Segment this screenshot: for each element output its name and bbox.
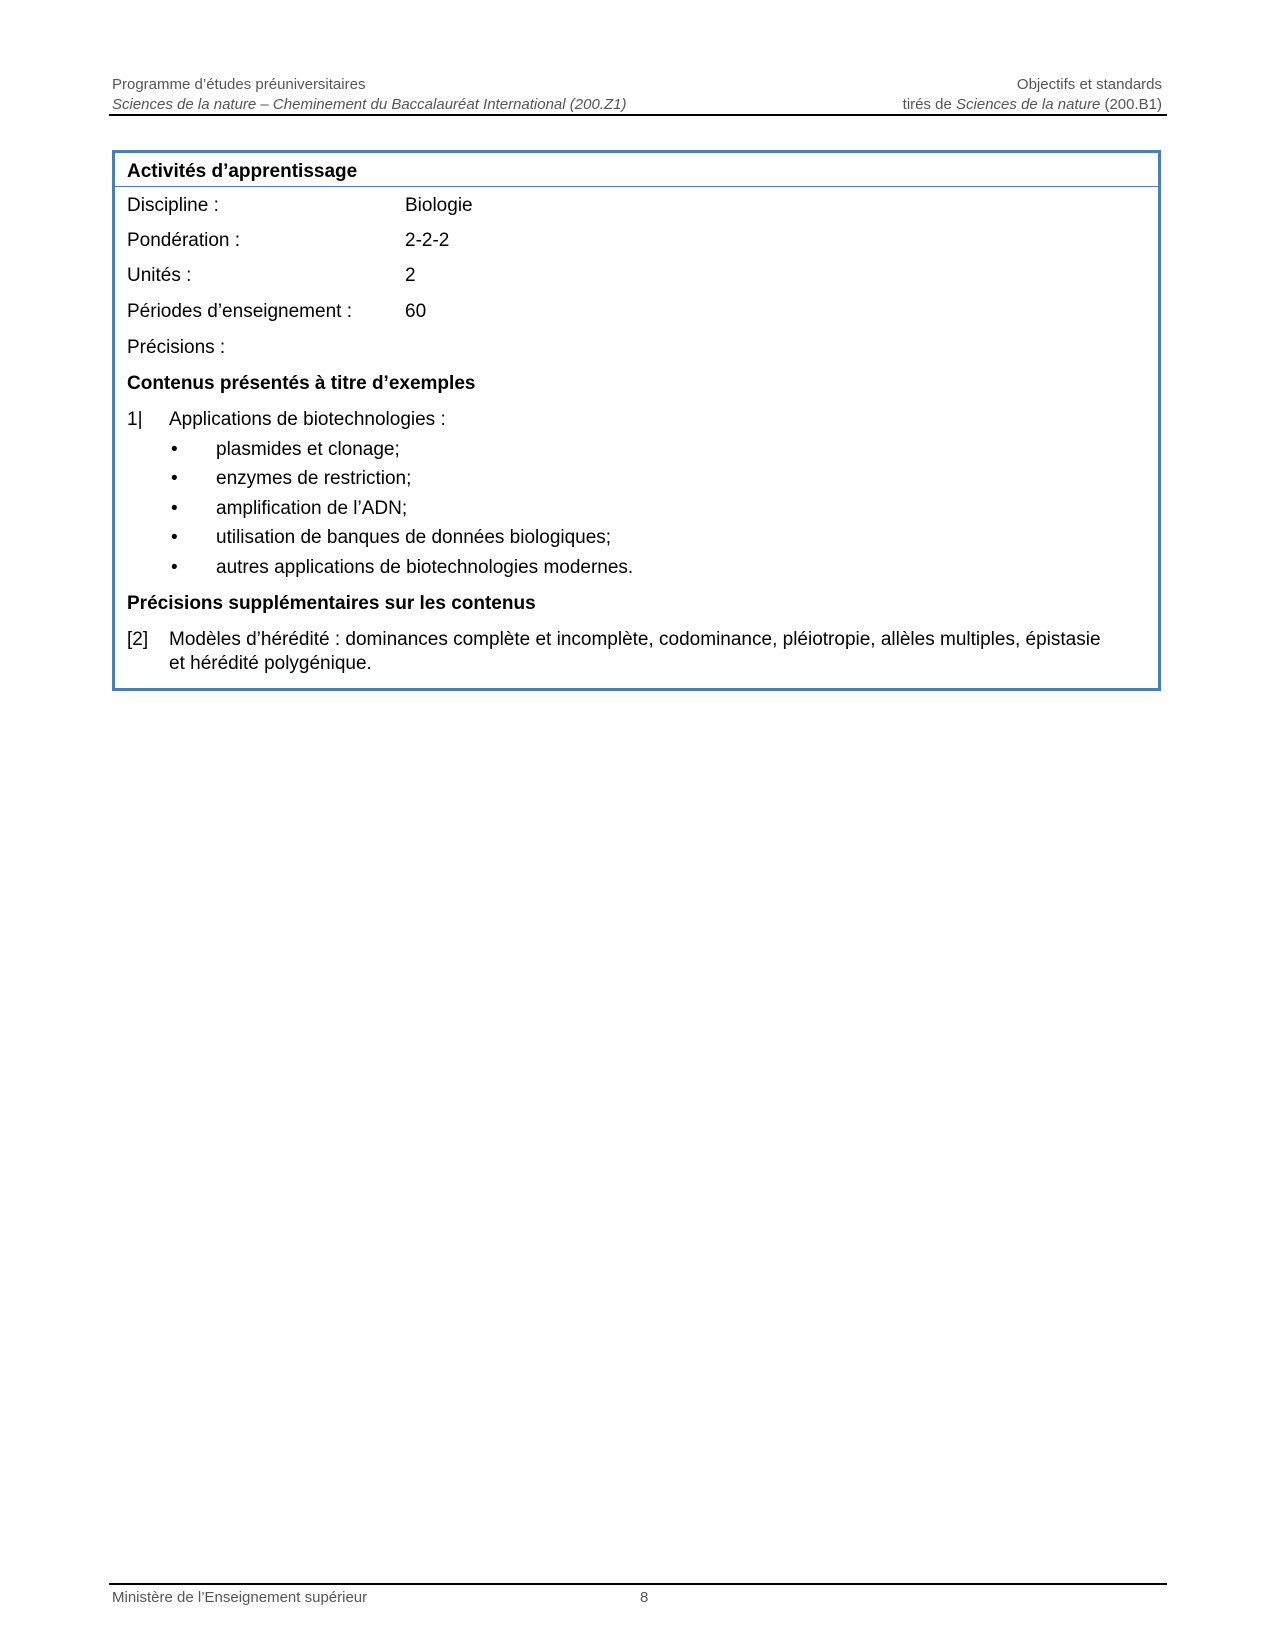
item-number: 1| [127,409,143,430]
source-reference [903,96,1162,113]
bullet-icon: • [171,557,178,578]
header-rule [109,114,1167,116]
running-header-line-2 [112,96,1162,116]
list-item-text: plasmides et clonage; [216,439,400,460]
list-item-text: amplification de l’ADN; [216,498,408,519]
item-text: Applications de biotechnologies : [169,409,446,430]
running-header-line-1 [112,76,1162,96]
field-ponderation [127,230,450,252]
box-title: Activités d’apprentissage [127,161,358,182]
supplementary-heading: Précisions supplémentaires sur les contenus [127,593,536,614]
field-units [127,265,416,287]
list-item-text: enzymes de restriction; [216,468,412,489]
contents-heading: Contenus présentés à titre d’exemples [127,373,476,394]
field-value: Biologie [405,195,473,216]
bullet-icon: • [171,498,178,519]
field-value: 2 [405,265,416,286]
field-value: 60 [405,301,427,322]
field-label: Périodes d’enseignement : [127,301,352,322]
field-precisions [127,337,225,359]
note-text: Modèles d’hérédité : dominances complète et incomplète, codominance, pléiotropie, allèles multiples, épistasie et hérédité polygénique. [169,629,1101,674]
source-code: (200.B1) [1100,96,1162,113]
source-program-name: Sciences de la nature [956,96,1101,113]
field-teaching-periods [127,301,427,323]
bullet-icon: • [171,439,178,460]
box-divider [115,186,1158,187]
program-title: Programme d’études préuniversitaires [112,76,366,93]
page-footer [112,1589,1162,1606]
footer-rule [109,1583,1167,1585]
source-prefix: tirés de [902,96,957,113]
section-title: Objectifs et standards [1016,76,1162,93]
field-discipline [127,195,473,217]
page-number: 8 [640,1589,649,1606]
program-subtitle: Sciences de la nature – Cheminement du Baccalauréat International (200.Z1) [112,96,627,113]
field-label: Discipline : [127,195,219,216]
learning-activities-box [112,150,1161,691]
note-number: [2] [127,629,149,650]
list-item-text: utilisation de banques de données biologiques; [216,527,612,548]
field-value: 2-2-2 [405,230,450,251]
ministry-name: Ministère de l’Enseignement supérieur [112,1589,368,1606]
field-label: Précisions : [127,337,226,358]
field-label: Pondération : [127,230,241,251]
field-label: Unités : [127,265,192,286]
bullet-icon: • [171,527,178,548]
list-item-text: autres applications de biotechnologies modernes. [216,557,634,578]
bullet-icon: • [171,468,178,489]
